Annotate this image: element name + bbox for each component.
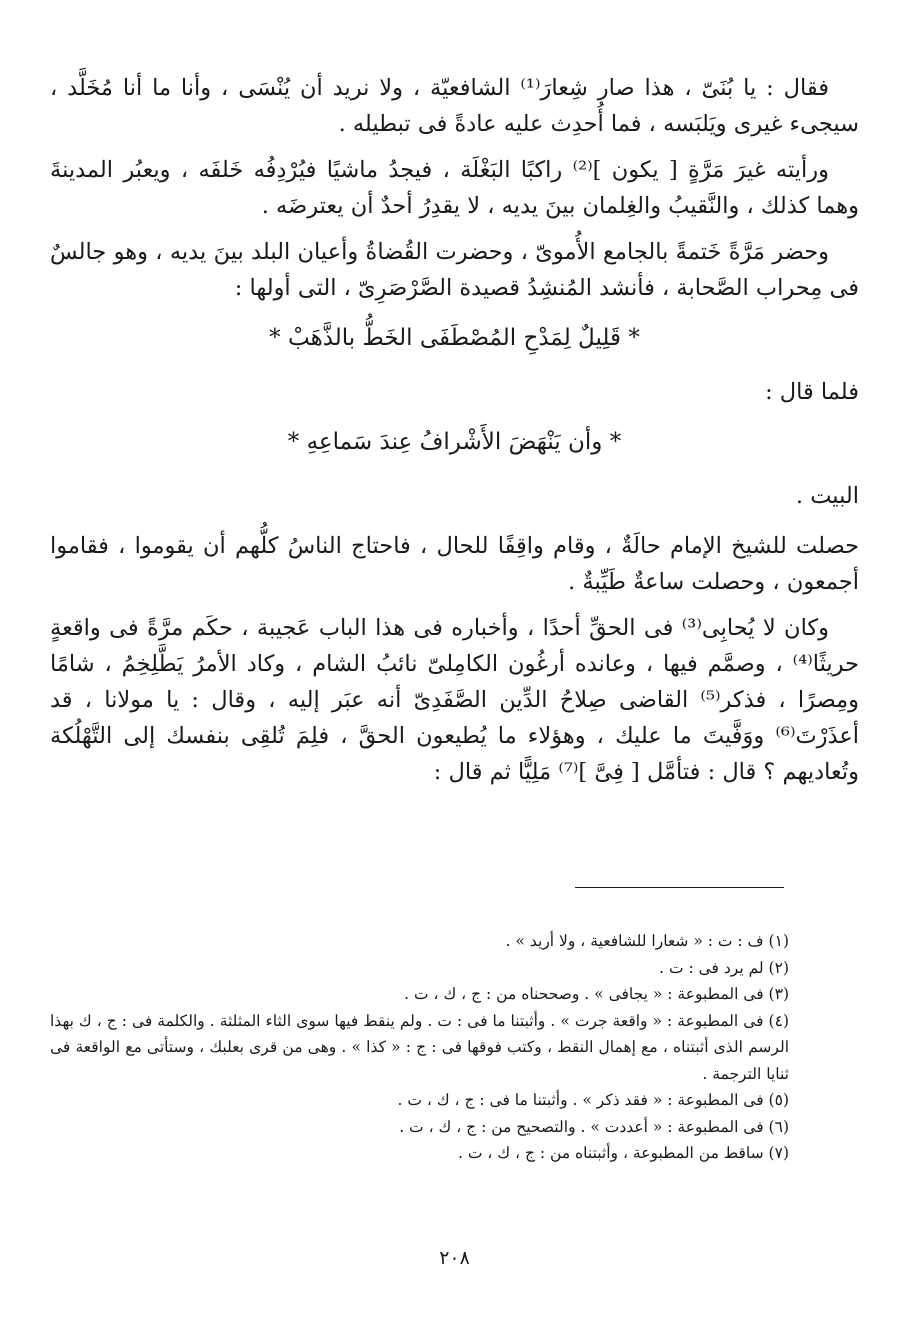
paragraph-5: وكان لا يُحابِى⁽³⁾ فى الحقِّ أحدًا ، وأخباره فى هذا الباب عَجيبة ، حكَم مرَّةً فى واقعةٍ حريثًا⁽⁴⁾ ، وصمَّم فيها ، وعانده أرغُون الكامِلىّ نائبُ الشام ، وكاد الأمرُ يَطَّلِخِمُ ، شامًا ومِصرًا ، فذكر⁽⁵⁾ القاضى صِلاحُ الدِّين الصَّفَدِىّ أنه عبَر إليه ، وقال : يا مولانا ، قد أعذَرْتَ⁽⁶⁾ ووَفَّيتَ ما عليك ، وهؤلاء ما يُطيعون الحقَّ ، فلِمَ تُلقِى بنفسك إلى التَّهْلُكة وتُعاديهم ؟ قال : فتأمَّل [ فِىَّ ]⁽⁷⁾ مَلِيًّا ثم قال : [50,615,859,785]
main-text [50,70,859,800]
paragraph-3: وحضر مَرَّةً خَتمةً بالجامع الأُموىّ ، وحضرت القُضاةُ وأعيان البلد بينَ يديه ، وهو جالسٌ فى مِحراب الصَّحابة ، فأنشد المُنشِدُ قصيدة الصَّرْصَرِىّ ، التى أولها : [50,239,859,301]
page-number: ٢٠٨ [439,1247,470,1269]
paragraph-1: فقال : يا بُنَىّ ، هذا صار شِعارَ⁽¹⁾ الشافعيّة ، ولا نريد أن يُنْسَى ، وأنا ما أنا مُخَلَّد ، سيجىء غيرى ويَلبَسه ، فما أُحدِث عليه عادةً فى تبطيله . [50,75,859,137]
footnote-separator [575,887,784,888]
paragraph-2: ورأيته غيرَ مَرَّةٍ [ يكون ]⁽²⁾ راكبًا البَغْلَة ، فيجدُ ماشيًا فيُرْدِفُه خَلفَه ، ويعبُر المدينةَ وهما كذلك ، والنَّقيبُ والغِلمان بينَ يديه ، لا يقدِرُ أحدٌ أن يعترضَه . [50,157,859,219]
line-al-bayt: البيت . [795,483,859,509]
footnote-1: (١) ف : ت : « شعارا للشافعية ، ولا أريد » . [505,932,789,950]
verse-1: * قَلِيلٌ لِمَدْحِ المُصْطَفَى الخَطُّ بالذَّهَبْ * [269,325,640,351]
paragraph-4: حصلت للشيخ الإمام حالَةٌ ، وقام واقِفًا للحال ، فاحتاج الناسُ كلُّهم أن يقوموا ، فقاموا أجمعون ، وحصلت ساعةٌ طَيِّبةٌ . [50,533,859,595]
footnotes [50,928,789,1167]
footnote-2: (٢) لم يرد فى : ت . [659,958,789,977]
footnote-3: (٣) فى المطبوعة : « يجافى » . وصححناه من : ج ، ك ، ت . [404,985,789,1003]
footnote-5: (٥) فى المطبوعة : « فقد ذكر » . وأثبتنا ما فى : ج ، ك ، ت . [397,1091,789,1109]
footnote-4: (٤) فى المطبوعة : « واقعة جرت » . وأثبتنا ما فى : ت . ولم ينقط فيها سوى الثاء المثلثة . والكلمة فى : ج ، ك بهذا الرسم الذى أثبتناه ، مع إهمال النقط ، وكتب فوقها فى : ج : « كذا » . وهى من قرى بعلبك ، وستأتى مع الواقعة فى ثنايا الترجمة . [50,1011,789,1083]
footnote-6: (٦) فى المطبوعة : « أعددت » . والتصحيح من : ج ، ك ، ت . [399,1117,789,1136]
verse-2: * وأن يَنْهَضَ الأَشْرافُ عِندَ سَماعِهِ * [287,429,622,455]
footnote-7: (٧) ساقط من المطبوعة ، وأثبتناه من : ج ، ك ، ت . [458,1144,789,1162]
line-lamma-qal: فلما قال : [765,379,859,405]
